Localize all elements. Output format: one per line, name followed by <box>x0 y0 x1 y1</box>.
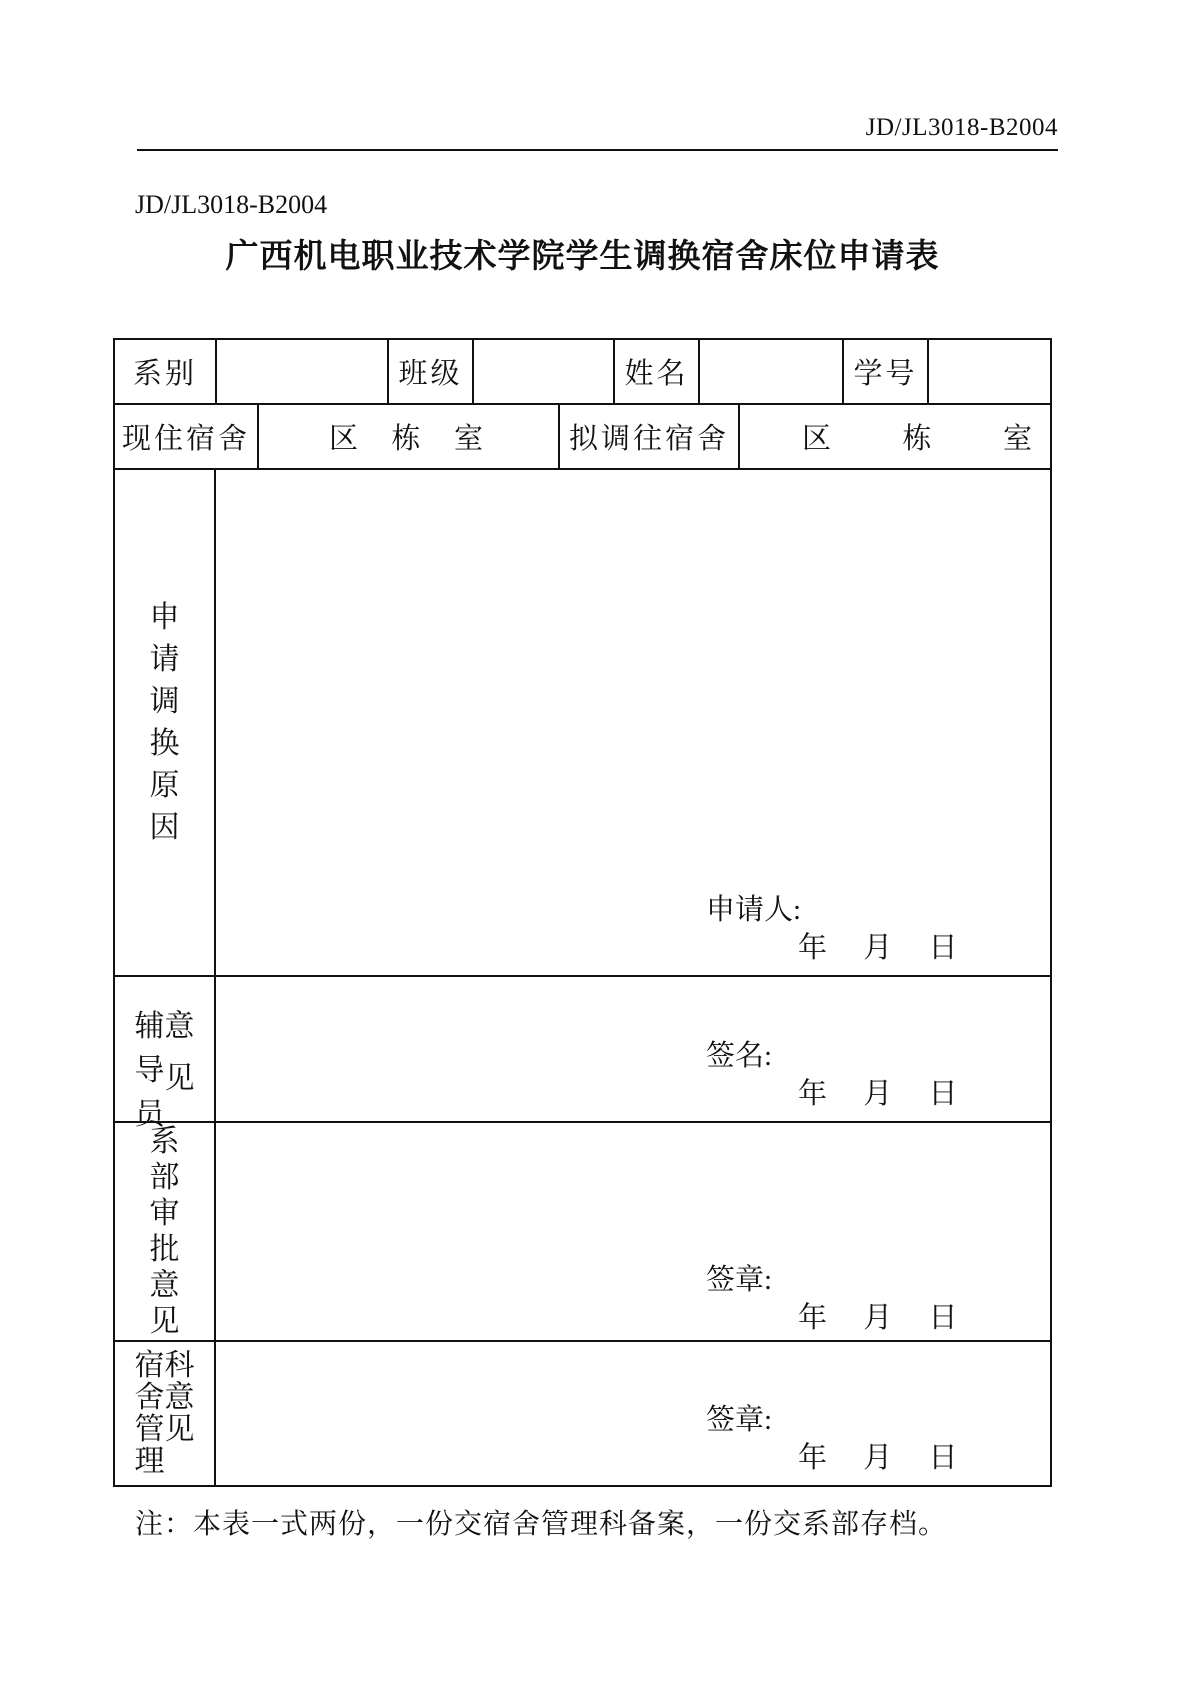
class-value-field[interactable] <box>474 340 615 403</box>
dorm-row <box>115 405 1050 470</box>
dorm-admin-sign-label: 签章: <box>706 1404 773 1436</box>
student-id-label: 学号 <box>844 340 929 403</box>
target-dorm-units <box>740 416 1050 457</box>
dept-approval-sign-block <box>216 1261 1050 1337</box>
counselor-section <box>115 977 1050 1131</box>
reason-vertical-label: 申 请 调 换 原 因 <box>115 470 216 975</box>
unit-room-label: 室 <box>1002 423 1032 455</box>
unit-room-label: 室 <box>453 423 483 455</box>
dept-approval-section <box>115 1123 1050 1342</box>
unit-district-label: 区 <box>329 423 359 455</box>
name-label: 姓名 <box>615 340 700 403</box>
current-dorm-units <box>259 416 558 457</box>
dorm-admin-vertical-label: 宿 舍 管 理 科 意 见 <box>115 1342 216 1485</box>
counselor-sign-block <box>216 1037 1050 1113</box>
target-dorm-label: 拟调往宿舍 <box>560 405 740 468</box>
class-label: 班级 <box>389 340 474 403</box>
name-value-field[interactable] <box>700 340 844 403</box>
current-dorm-label: 现住宿舍 <box>115 405 259 468</box>
dorm-admin-section <box>115 1342 1050 1485</box>
counselor-date-line: 年 月 日 <box>798 1078 958 1110</box>
reason-section <box>115 470 1050 977</box>
dorm-admin-opinion-area[interactable] <box>216 1342 1050 1485</box>
header-rule <box>137 149 1058 151</box>
dorm-admin-date-line: 年 月 日 <box>798 1442 958 1474</box>
dept-approval-vertical-label: 系 部 审 批 意 见 <box>115 1123 216 1340</box>
current-dorm-field[interactable] <box>259 405 560 468</box>
dept-label: 系别 <box>115 340 217 403</box>
unit-district-label: 区 <box>802 423 832 455</box>
dept-approval-opinion-area[interactable] <box>216 1123 1050 1340</box>
doc-code-top-right: JD/JL3018-B2004 <box>865 114 1058 141</box>
target-dorm-field[interactable] <box>740 405 1050 468</box>
unit-building-label: 栋 <box>391 423 421 455</box>
reason-text-area[interactable] <box>216 470 1050 975</box>
counselor-opinion-area[interactable] <box>216 977 1050 1121</box>
application-form-table <box>113 338 1052 1487</box>
student-id-value-field[interactable] <box>929 340 1050 403</box>
unit-building-label: 栋 <box>902 423 932 455</box>
dept-approval-sign-label: 签章: <box>706 1264 773 1296</box>
applicant-sign-label: 申请人: <box>706 894 802 926</box>
dorm-admin-sign-block <box>216 1401 1050 1477</box>
info-row <box>115 340 1050 405</box>
form-title: 广西机电职业技术学院学生调换宿舍床位申请表 <box>225 237 940 274</box>
applicant-date-line: 年 月 日 <box>798 932 958 964</box>
dept-approval-date-line: 年 月 日 <box>798 1302 958 1334</box>
form-footnote: 注：本表一式两份，一份交宿舍管理科备案，一份交系部存档。 <box>135 1509 948 1540</box>
counselor-vertical-label: 辅 导 员 意 见 <box>115 977 216 1121</box>
dept-value-field[interactable] <box>217 340 389 403</box>
doc-code-left: JD/JL3018-B2004 <box>135 190 328 219</box>
counselor-sign-label: 签名: <box>706 1040 773 1072</box>
applicant-sign-block <box>216 891 1050 967</box>
